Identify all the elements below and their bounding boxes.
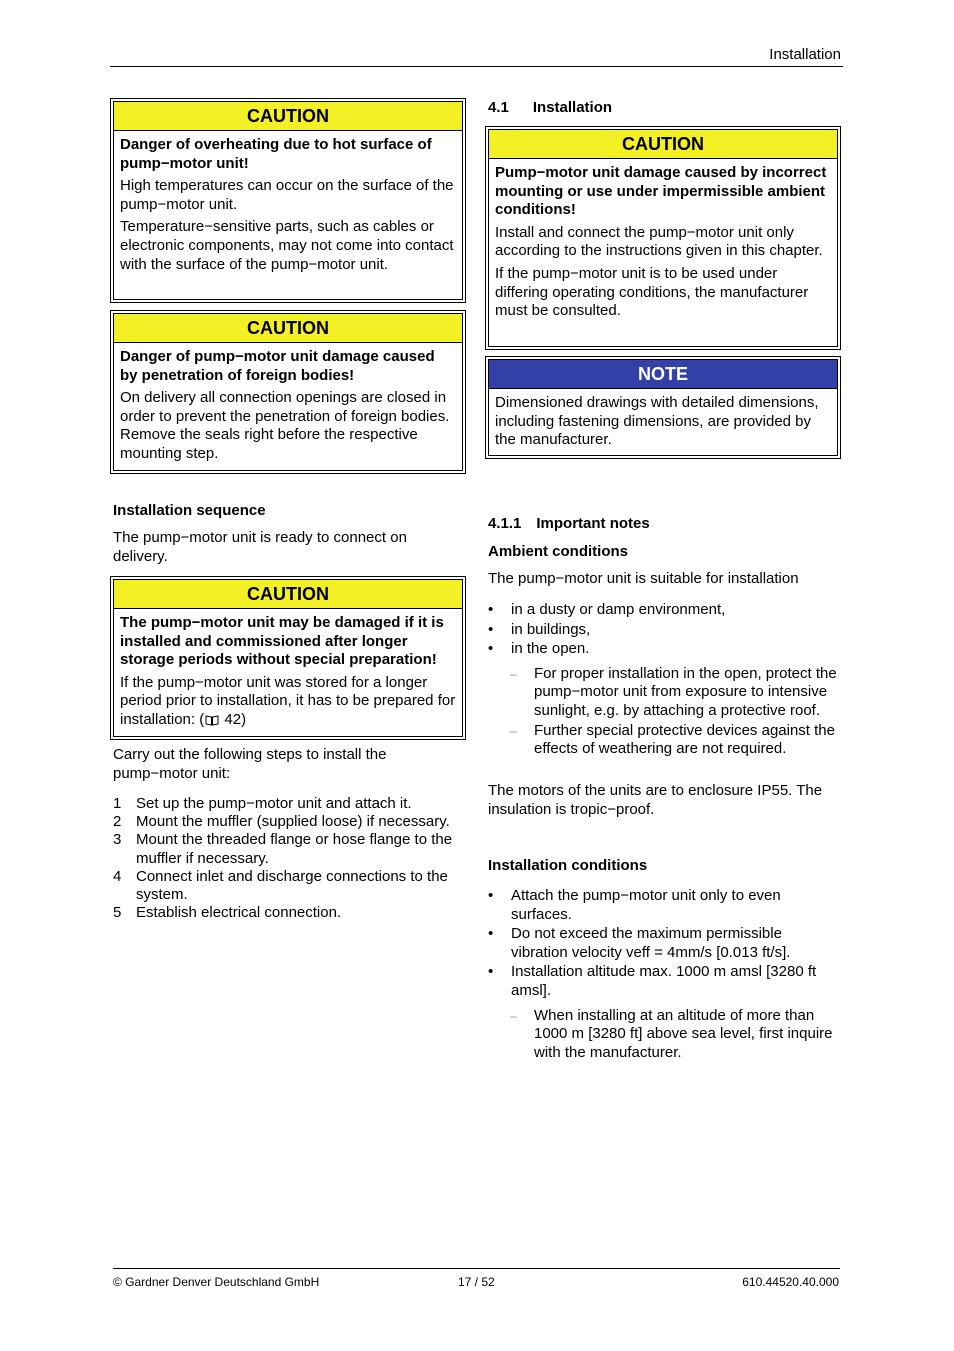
caution-title: CAUTION [114, 102, 462, 131]
sub-list-item [488, 1007, 840, 1063]
caution-box-foreign-bodies [110, 310, 466, 474]
step-text: Connect inlet and discharge connections to the system. [136, 867, 448, 904]
book-icon [205, 713, 219, 732]
section-title: Installation [532, 99, 613, 116]
sub-list-item-text: Further special protective devices against the effects of weathering are not required. [534, 721, 835, 758]
caution-text: On delivery all connection openings are closed in order to prevent the penetration of foreign bodies. Remove the seals right before the respective mounting step. [120, 389, 450, 462]
caution-text: Temperature−sensitive parts, such as cables or electronic components, may not come into contact with the surface of the pump−motor unit. [120, 218, 454, 273]
caution-warning: The pump−motor unit may be damaged if it is installed and commissioned after longer storage periods without special preparation! [120, 614, 444, 669]
list-item-text: in buildings, [511, 620, 591, 638]
sub-list-item-text: When installing at an altitude of more than 1000 m [3280 ft] above sea level, first inquire with the manufacturer. [534, 1006, 833, 1061]
step-text: Establish electrical connection. [136, 904, 342, 922]
caution-box-storage [110, 576, 466, 740]
bullet-dot: • [488, 963, 494, 981]
caution-title: CAUTION [489, 130, 837, 159]
footer-page-number: 17 / 52 [458, 1275, 495, 1289]
sub-list-item-text: For proper installation in the open, protect the pump−motor unit from exposure to intensive sunlight, e.g. by attaching a protective roof. [534, 664, 837, 719]
step-item [113, 831, 453, 867]
conditions-list [488, 887, 840, 1063]
ambient-conditions-heading: Ambient conditions [488, 543, 628, 560]
step-text: Set up the pump−motor unit and attach it. [136, 795, 412, 812]
caution-text: Install and connect the pump−motor unit only according to the instructions given in this chapter. [495, 223, 823, 260]
ambient-outro: The motors of the units are to enclosure IP55. The insulation is tropic−proof. [488, 782, 823, 818]
section-number: 4.1 [488, 99, 509, 116]
list-item [488, 925, 840, 962]
caution-warning: Danger of overheating due to hot surface of pump−motor unit! [120, 136, 432, 172]
caution-text-prefix: If the pump−motor unit was stored for a longer period prior to installation, it has to be prepared for installation: ( [120, 673, 456, 728]
bullet-dot: • [488, 601, 494, 618]
dash-marker: – [510, 1008, 517, 1023]
list-item [488, 640, 838, 659]
step-number: 1 [113, 795, 122, 812]
sequence-intro: The pump−motor unit is ready to connect on delivery. [113, 529, 407, 565]
note-box-drawings [485, 356, 841, 459]
ambient-intro: The pump−motor unit is suitable for installation [488, 570, 799, 587]
step-item [113, 868, 453, 904]
dash-marker: – [510, 723, 517, 738]
page-reference[interactable]: 42) [220, 710, 247, 728]
installation-steps-list [113, 795, 453, 922]
bullet-dot: • [488, 887, 494, 904]
list-item [488, 621, 838, 640]
subsection-number: 4.1.1 [488, 515, 522, 532]
list-item-text: in a dusty or damp environment, [511, 601, 726, 618]
step-number: 3 [113, 831, 122, 849]
footer-rule [113, 1268, 840, 1269]
footer-copyright: © Gardner Denver Deutschland GmbH [113, 1275, 320, 1289]
list-item [488, 887, 840, 924]
sub-list-item [488, 722, 838, 759]
caution-warning: Danger of pump−motor unit damage caused by penetration of foreign bodies! [120, 348, 435, 384]
subsection-title: Important notes [536, 515, 650, 532]
step-number: 2 [113, 813, 122, 831]
sub-list-item [488, 665, 838, 721]
caution-text: High temperatures can occur on the surface of the pump−motor unit. [120, 177, 454, 213]
section-heading [488, 99, 612, 116]
list-item-text: in the open. [511, 640, 590, 658]
installation-conditions-heading: Installation conditions [488, 857, 648, 874]
caution-text: If the pump−motor unit is to be used under differing operating conditions, the manufacturer must be consulted. [495, 264, 809, 320]
step-number: 5 [113, 904, 122, 922]
steps-intro: Carry out the following steps to install the pump−motor unit: [113, 746, 387, 782]
note-title: NOTE [489, 360, 837, 389]
step-item [113, 813, 453, 831]
caution-text [120, 674, 456, 732]
list-item-text: Do not exceed the maximum permissible vibration velocity veff = 4mm/s [0.013 ft/s]. [511, 925, 791, 961]
caution-box-hot-surface [110, 98, 466, 303]
footer-doc-number: 610.44520.40.000 [742, 1275, 839, 1289]
running-header: Installation [769, 46, 841, 63]
list-item [488, 601, 838, 620]
header-rule [110, 66, 843, 67]
bullet-dot: • [488, 620, 494, 638]
list-item-text: Attach the pump−motor unit only to even surfaces. [511, 887, 781, 923]
dash-marker: – [510, 666, 517, 681]
step-number: 4 [113, 867, 122, 885]
bullet-dot: • [488, 640, 494, 658]
list-item [488, 963, 840, 1000]
ambient-list [488, 601, 838, 760]
caution-title: CAUTION [114, 314, 462, 343]
subsection-heading [488, 515, 650, 532]
bullet-dot: • [488, 925, 494, 943]
step-item [113, 904, 453, 922]
installation-sequence-heading: Installation sequence [113, 502, 266, 519]
step-item [113, 795, 453, 813]
caution-warning: Pump−motor unit damage caused by incorrect mounting or use under impermissible ambient conditions! [495, 164, 827, 219]
step-text: Mount the muffler (supplied loose) if necessary. [136, 813, 450, 831]
caution-title: CAUTION [114, 580, 462, 609]
step-text: Mount the threaded flange or hose flange to the muffler if necessary. [136, 831, 453, 867]
caution-box-mounting [485, 126, 841, 350]
note-text: Dimensioned drawings with detailed dimensions, including fastening dimensions, are provided by the manufacturer. [495, 394, 819, 449]
list-item-text: Installation altitude max. 1000 m amsl [3280 ft amsl]. [511, 963, 817, 999]
